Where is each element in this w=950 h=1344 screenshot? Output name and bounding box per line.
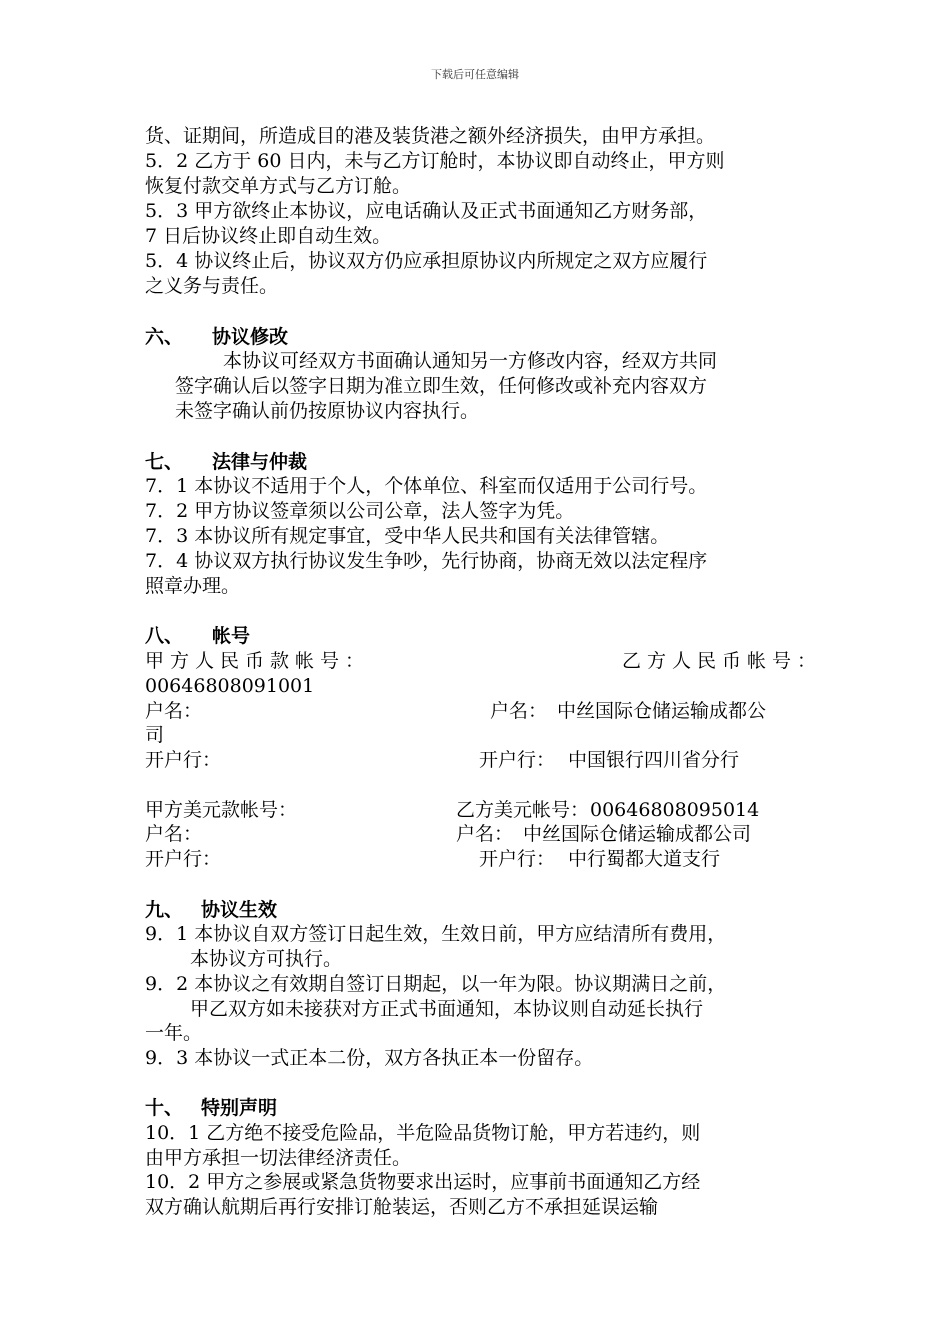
section-number: 十、 (145, 1097, 184, 1119)
party-b-usd-account-label: 乙方美元帐号： (456, 799, 590, 821)
paragraph-line: 7 日后协议终止即自动生效。 (145, 225, 392, 247)
party-a-name-label: 户名： (145, 700, 203, 722)
paragraph-line: 10．2 甲方之参展或紧急货物要求出运时，应事前书面通知乙方经 (145, 1171, 701, 1193)
paragraph-line: 5．4 协议终止后，协议双方仍应承担原协议内所规定之双方应履行 (145, 250, 708, 272)
page-header: 下载后可任意编辑 (431, 68, 519, 81)
party-a-usd-account-label: 甲方美元款帐号： (145, 799, 298, 821)
party-b-bank-label: 开户行： (479, 749, 556, 771)
paragraph-line: 货、证期间，所造成目的港及装货港之额外经济损失，由甲方承担。 (145, 125, 716, 147)
paragraph-line: 7．3 本协议所有规定事宜，受中华人民共和国有关法律管辖。 (145, 525, 670, 547)
section-number: 九、 (145, 899, 184, 921)
party-a-name-label-2: 户名： (145, 823, 203, 845)
party-b-bank-value: 中国银行四川省分行 (568, 749, 740, 771)
paragraph-line: 本协议可经双方书面确认通知另一方修改内容，经双方共同 (223, 350, 718, 372)
paragraph-line: 5．2 乙方于 60 日内，未与乙方订舱时，本协议即自动终止，甲方则 (145, 150, 725, 172)
party-b-rmb-account-label: 乙方人民币帐号： (622, 650, 823, 672)
paragraph-line: 9．2 本协议之有效期自签订日期起，以一年为限。协议期满日之前， (145, 973, 727, 995)
paragraph-line: 10．1 乙方绝不接受危险品，半危险品货物订舱，甲方若违约，则 (145, 1122, 701, 1144)
party-b-bank-label-2: 开户行： (479, 848, 556, 870)
party-b-bank-value-2: 中行蜀都大道支行 (568, 848, 721, 870)
section-title: 特别声明 (201, 1097, 278, 1119)
paragraph-line: 甲乙双方如未接获对方正式书面通知，本协议则自动延长执行 (190, 998, 704, 1020)
section-title: 法律与仲裁 (212, 451, 308, 473)
party-a-bank-label: 开户行： (145, 749, 222, 771)
party-b-name-label-2: 户名： (456, 823, 514, 845)
section-number: 八、 (145, 625, 184, 647)
section-title: 协议生效 (201, 899, 278, 921)
party-b-usd-account-number: 00646808095014 (590, 799, 760, 821)
paragraph-line: 7．2 甲方协议签章须以公司公章，法人签字为凭。 (145, 500, 575, 522)
section-title: 帐号 (212, 625, 251, 647)
paragraph-line: 由甲方承担一切法律经济责任。 (145, 1147, 412, 1169)
party-b-name-label: 户名： (490, 700, 548, 722)
paragraph-line: 照章办理。 (145, 575, 241, 597)
section-title: 协议修改 (212, 326, 289, 348)
paragraph-line: 9．3 本协议一式正本二份，双方各执正本一份留存。 (145, 1047, 594, 1069)
party-b-name-value-2: 中丝国际仓储运输成都公司 (523, 823, 752, 845)
paragraph-line: 之义务与责任。 (145, 275, 279, 297)
section-number: 六、 (145, 326, 184, 348)
paragraph-line: 恢复付款交单方式与乙方订舱。 (145, 175, 412, 197)
party-b-rmb-account-number: 00646808091001 (145, 675, 315, 697)
paragraph-line: 5．3 甲方欲终止本协议，应电话确认及正式书面通知乙方财务部， (145, 200, 708, 222)
paragraph-line: 未签字确认前仍按原协议内容执行。 (175, 400, 480, 422)
paragraph-line: 签字确认后以签字日期为准立即生效，任何修改或补充内容双方 (175, 375, 708, 397)
paragraph-line: 7．4 协议双方执行协议发生争吵，先行协商，协商无效以法定程序 (145, 550, 708, 572)
paragraph-line: 本协议方可执行。 (190, 948, 343, 970)
paragraph-line: 一年。 (145, 1022, 203, 1044)
party-b-name-value: 中丝国际仓储运输成都公 (557, 700, 767, 722)
party-a-rmb-account-label: 甲方人民币款帐号： (145, 650, 371, 672)
paragraph-line: 9．1 本协议自双方签订日起生效，生效日前，甲方应结清所有费用， (145, 923, 727, 945)
section-number: 七、 (145, 451, 184, 473)
paragraph-line: 双方确认航期后再行安排订舱装运，否则乙方不承担延误运输 (145, 1196, 659, 1218)
paragraph-line: 7．1 本协议不适用于个人，个体单位、科室而仅适用于公司行号。 (145, 475, 708, 497)
party-b-name-continued: 司 (145, 724, 165, 746)
party-a-bank-label-2: 开户行： (145, 848, 222, 870)
